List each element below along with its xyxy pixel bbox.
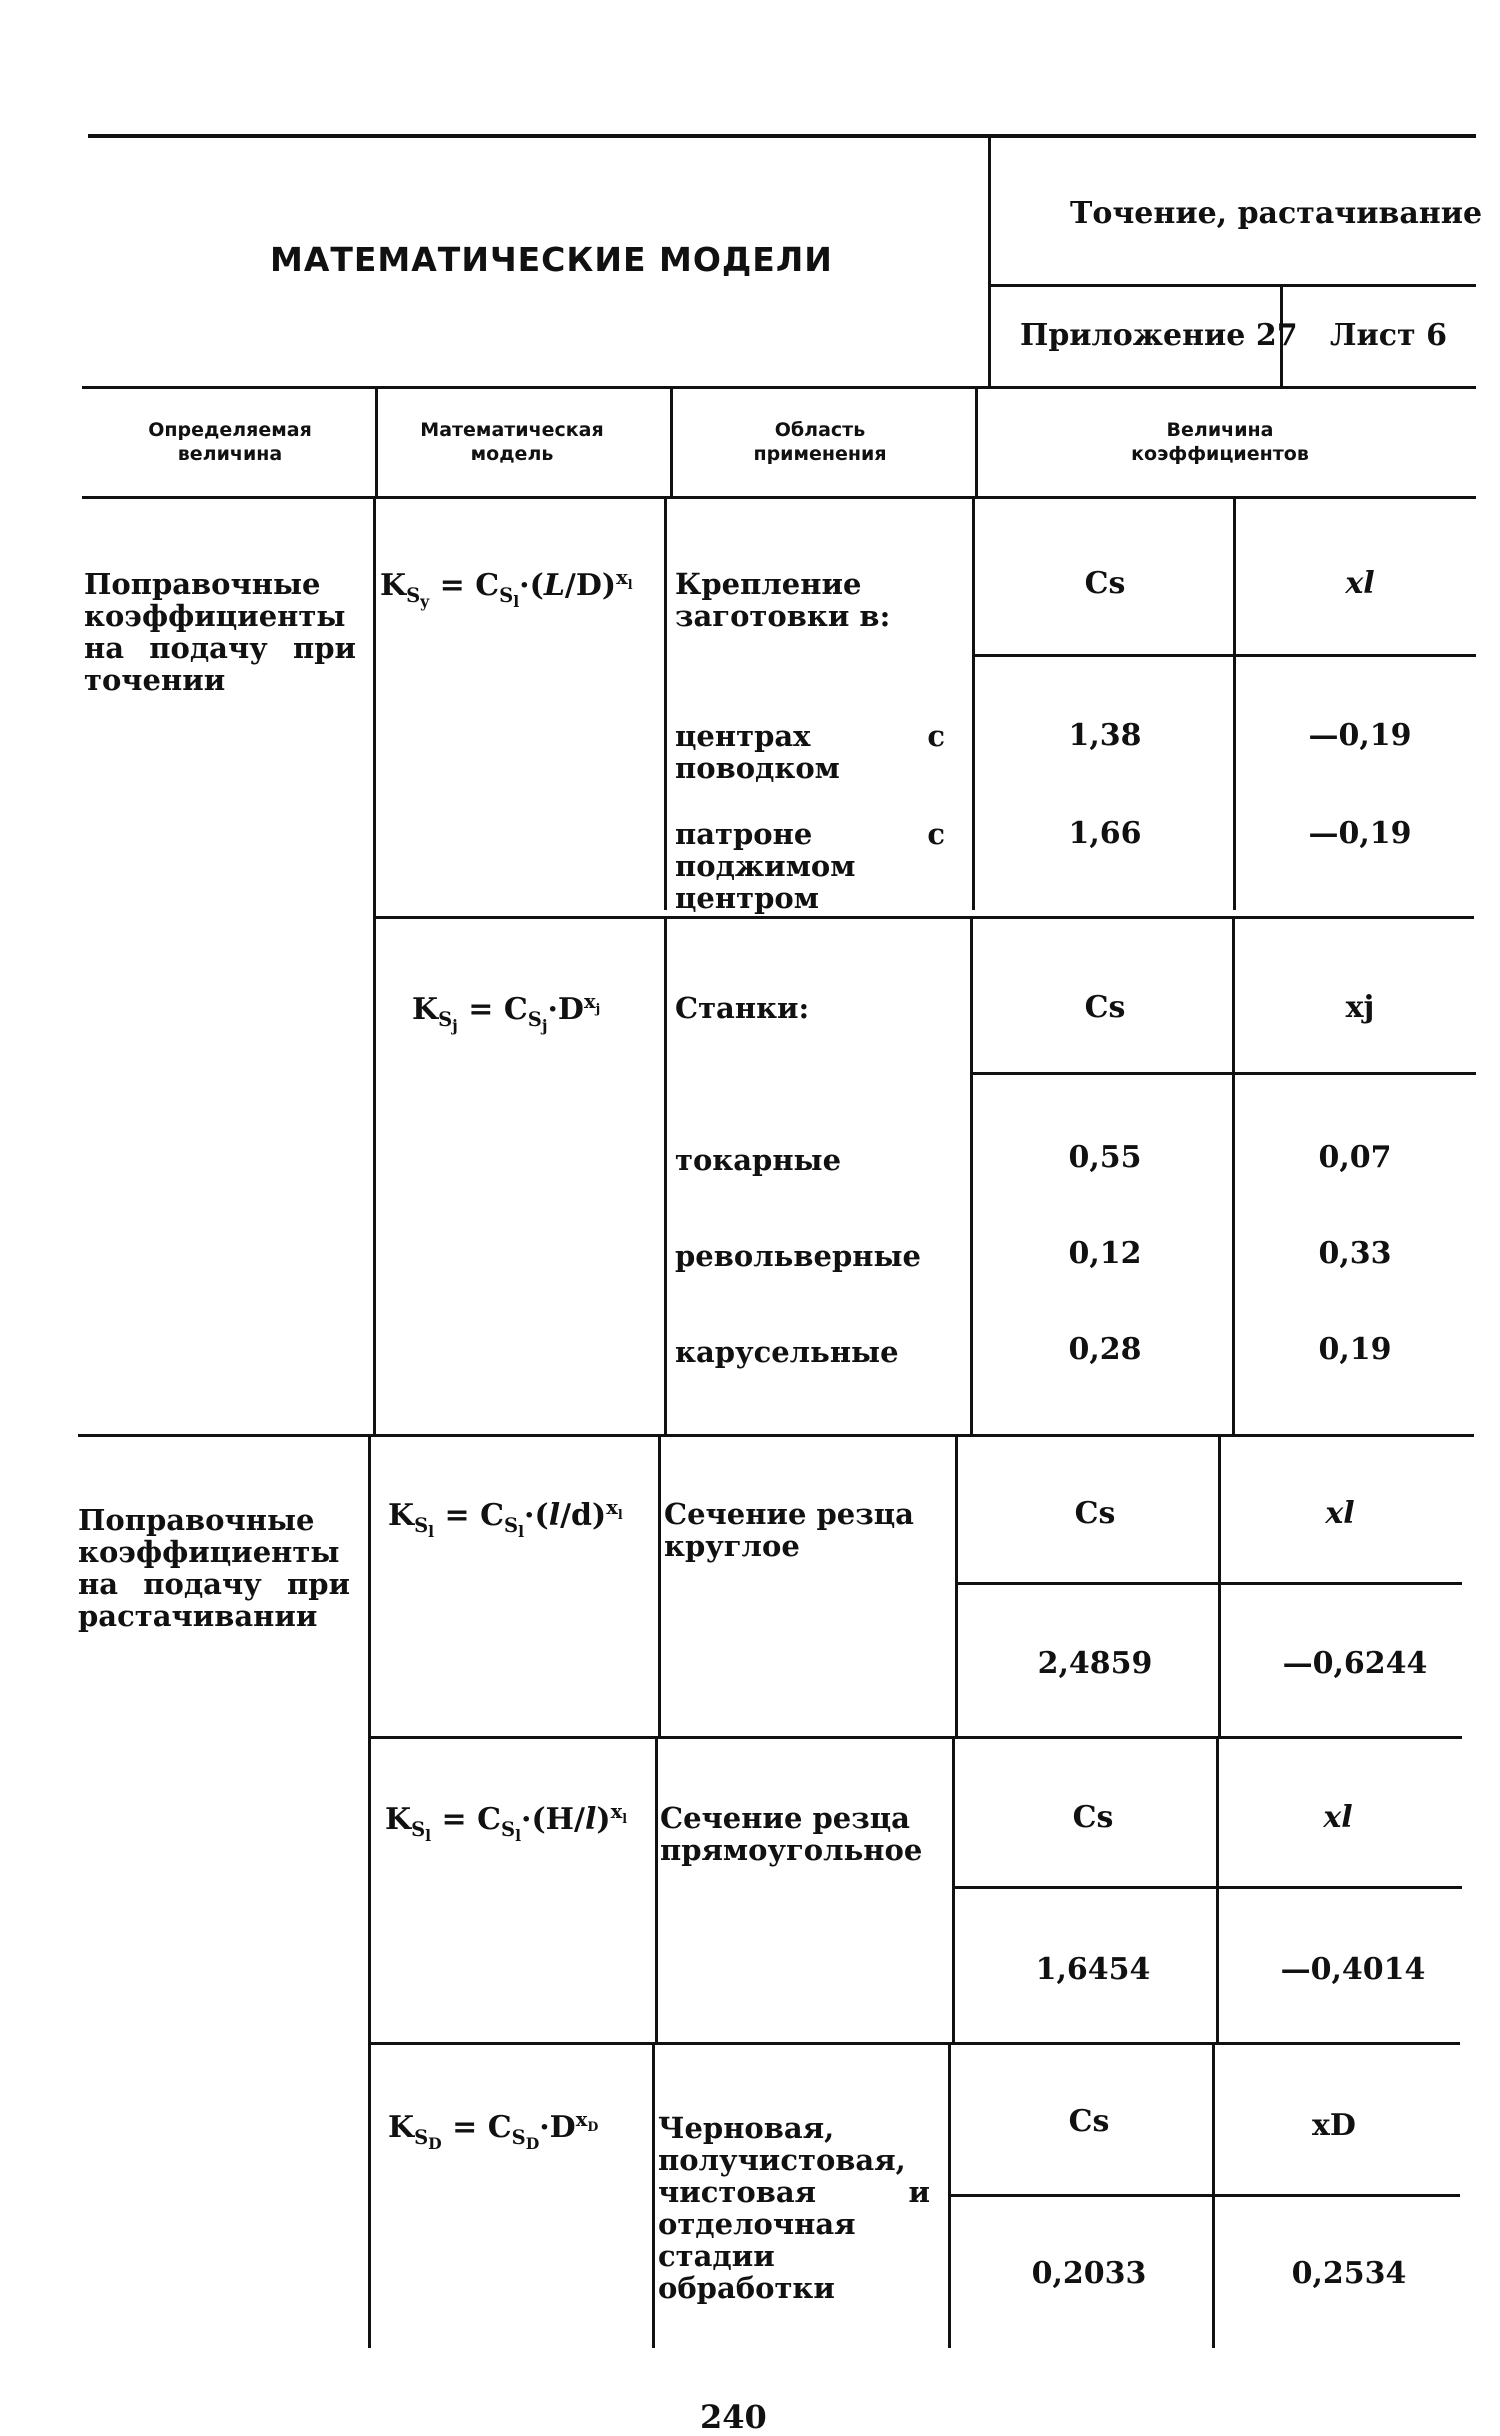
rule-s1-col2a	[664, 498, 667, 910]
rule-s1-col1	[373, 498, 376, 1434]
rule-s1-f2-head	[971, 1072, 1476, 1075]
formula-ksl-rect: $K_{S_l} = C_{S_l}\cdot(H/l)^{x_l}$	[385, 1800, 628, 1845]
coef-head-x4: xl	[1323, 1800, 1353, 1835]
rule-header-bottom	[82, 386, 1476, 389]
coef-head-x: xl	[1345, 566, 1375, 601]
rule-header-divider	[988, 136, 991, 386]
coef-head-c2: Cs	[1084, 990, 1126, 1025]
coef-c-rect: 1,6454	[1035, 1952, 1151, 1987]
coef-head-c3: Cs	[1074, 1496, 1116, 1531]
colhead-model: Математическая модель	[420, 419, 604, 465]
colhead-coefficients: Величина коэффициентов	[1131, 419, 1309, 465]
rule-top	[88, 134, 1476, 138]
coef-head-c4: Cs	[1072, 1800, 1114, 1835]
rule-s1-f1-head	[973, 654, 1476, 657]
area-carousel: карусельные	[675, 1335, 899, 1369]
coef-x-lathe: 0,07	[1318, 1140, 1392, 1175]
rule-s1-col4a	[1233, 498, 1236, 910]
rule-s1-col3a	[972, 498, 975, 910]
rule-s2a-col2	[658, 1436, 661, 1736]
rule-s2b-head	[954, 1886, 1462, 1889]
coef-x-chuck: —0,19	[1308, 816, 1412, 851]
colhead-quantity: Определяемая величина	[148, 419, 312, 465]
operation-title: Точение, растачивание	[1070, 196, 1483, 231]
rule-s2-mid2	[368, 2042, 1460, 2045]
rule-s2b-col3	[952, 1738, 955, 2042]
rule-s2c-col2	[652, 2044, 655, 2348]
rule-s1-col3b	[970, 918, 973, 1434]
rule-s2a-col4	[1218, 1436, 1221, 1736]
coef-head-c: Cs	[1084, 566, 1126, 601]
coef-c-chuck: 1,66	[1068, 816, 1142, 851]
coef-x-carousel: 0,19	[1318, 1332, 1392, 1367]
coef-c-centers: 1,38	[1068, 718, 1142, 753]
coef-x-round: —0,6244	[1282, 1646, 1428, 1681]
area-centers: центрах с поводком	[675, 719, 945, 785]
section2-label: Поправочные коэффициенты на подачу при растачивании	[78, 1503, 350, 1633]
coef-head-x5: xD	[1312, 2108, 1356, 2143]
appendix-label: Приложение 27	[1020, 318, 1298, 353]
formula-ksj: $K_{S_j} = C_{S_j}\cdot D^{x_j}$	[412, 990, 601, 1035]
rule-s1-col4b	[1232, 918, 1235, 1434]
coef-head-x2: xj	[1345, 990, 1375, 1025]
formula-ksl-round: $K_{S_l} = C_{S_l}\cdot(l/d)^{x_l}$	[388, 1496, 623, 1541]
coef-head-c5: Cs	[1068, 2104, 1110, 2139]
rule-s2-col1	[368, 1436, 371, 2348]
area-machines: Станки:	[675, 991, 810, 1025]
rule-s2a-head	[957, 1582, 1462, 1585]
rule-s2c-head	[950, 2194, 1460, 2197]
coef-c-lathe: 0,55	[1068, 1140, 1142, 1175]
coef-head-x3: xl	[1325, 1496, 1355, 1531]
coef-x-centers: —0,19	[1308, 718, 1412, 753]
rule-col1	[375, 388, 378, 498]
coef-c-turret: 0,12	[1068, 1236, 1142, 1271]
area-rect-section: Сечение резца прямоугольное	[660, 1801, 923, 1867]
rule-s1-col2b	[664, 918, 667, 1434]
area-lathe: токарные	[675, 1143, 842, 1177]
coef-x-stages: 0,2534	[1291, 2256, 1407, 2291]
section1-label: Поправочные коэффициенты на подачу при точении	[84, 567, 356, 697]
rule-s2b-col2	[655, 1738, 658, 2042]
coef-c-round: 2,4859	[1037, 1646, 1153, 1681]
formula-ksd: $K_{S_D} = C_{S_D}\cdot D^{x_D}$	[388, 2108, 599, 2153]
sheet-label: Лист 6	[1330, 318, 1447, 353]
formula-ksy: $K_{S_y} = C_{S_l}\cdot(L/D)^{x_l}$	[380, 566, 633, 611]
area-stages: Черновая, получистовая, чистовая и отделочная стадии обработки	[658, 2111, 930, 2305]
rule-s1-mid	[374, 916, 1474, 919]
area-chuck: патроне с поджимом центром	[675, 817, 945, 915]
area-round-section: Сечение резца круглое	[664, 1497, 914, 1563]
page-number: 240	[700, 2398, 767, 2436]
rule-colhead-bottom	[82, 496, 1476, 499]
coef-x-turret: 0,33	[1318, 1236, 1392, 1271]
rule-section-break	[78, 1434, 1474, 1437]
rule-s2a-col3	[955, 1436, 958, 1736]
coef-c-carousel: 0,28	[1068, 1332, 1142, 1367]
rule-col2	[670, 388, 673, 498]
rule-s2b-col4	[1216, 1738, 1219, 2042]
rule-header-sub	[990, 284, 1476, 287]
area-fixing: Крепление заготовки в:	[675, 567, 891, 633]
area-turret: револьверные	[675, 1239, 921, 1273]
colhead-area: Область применения	[753, 419, 887, 465]
rule-s2-mid1	[370, 1736, 1462, 1739]
coef-x-rect: —0,4014	[1280, 1952, 1426, 1987]
rule-col3	[975, 388, 978, 498]
coef-c-stages: 0,2033	[1031, 2256, 1147, 2291]
page-title: МАТЕМАТИЧЕСКИЕ МОДЕЛИ	[270, 240, 833, 279]
